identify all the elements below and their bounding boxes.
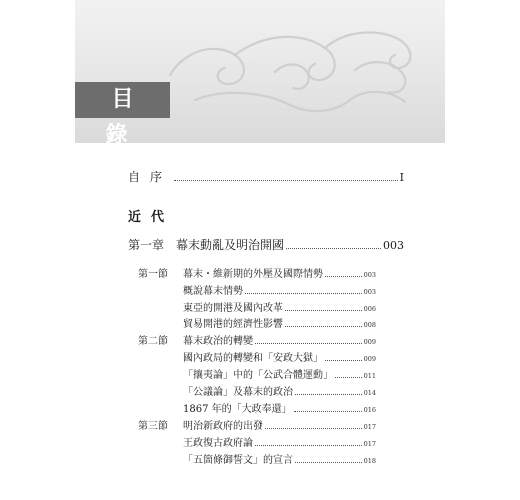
preface-label: 自序 (128, 170, 173, 184)
toc-entry-item[interactable] (183, 434, 376, 449)
era-heading: 近代 (128, 210, 175, 225)
toc-entry-item[interactable] (183, 282, 376, 297)
item-title: 1867 年的「大政奉還」 (183, 404, 292, 415)
toc-entry-item[interactable] (183, 417, 376, 432)
dot-leader (265, 428, 362, 429)
toc-entry-item[interactable] (183, 265, 376, 280)
section-label: 第二節 (138, 336, 168, 347)
page-number: 009 (363, 338, 376, 346)
toc-entry-item[interactable] (183, 400, 376, 415)
dot-leader (255, 445, 362, 446)
page-number: 003 (363, 288, 376, 296)
item-title: 「五箇條御誓文」的宣言 (183, 455, 293, 466)
page-number: 003 (363, 271, 376, 279)
page-number: I (399, 171, 404, 184)
dot-leader (295, 394, 362, 395)
toc-entry-item[interactable] (183, 383, 376, 398)
toc-entry-item[interactable] (183, 366, 376, 381)
page-number: 017 (363, 423, 376, 431)
dot-leader (285, 326, 362, 327)
toc-entry-item[interactable] (183, 349, 376, 364)
page-number: 011 (363, 372, 376, 380)
page-title: 目 錄 (105, 87, 146, 148)
item-title: 幕末・維新期的外壓及國際情勢 (183, 269, 323, 280)
page-number: 008 (363, 321, 376, 329)
dot-leader (286, 248, 381, 249)
page-number: 006 (363, 305, 376, 313)
chapter-number: 第一章 (128, 238, 165, 252)
item-title: 貿易開港的經濟性影響 (183, 319, 283, 330)
page-number: 014 (363, 389, 376, 397)
item-title: 明治新政府的出發 (183, 421, 263, 432)
item-title: 幕末政治的轉變 (183, 336, 253, 347)
page-number: 009 (363, 355, 376, 363)
page-number: 016 (363, 406, 376, 414)
item-title: 國內政局的轉變和「安政大獄」 (183, 353, 323, 364)
dot-leader (285, 310, 362, 311)
dot-leader (255, 343, 362, 344)
toc-entry-item[interactable] (183, 451, 376, 466)
item-title: 「公議論」及幕末的政治 (183, 387, 293, 398)
item-title: 概說幕末情勢 (183, 286, 243, 297)
dot-leader (245, 293, 362, 294)
dot-leader (325, 276, 362, 277)
toc-entry-item[interactable] (183, 315, 376, 330)
page-number: 003 (383, 239, 404, 252)
section-label: 第三節 (138, 421, 168, 432)
page-number: 018 (363, 457, 376, 465)
item-title: 王政復古政府論 (183, 438, 253, 449)
item-title: 「攘夷論」中的「公武合體運動」 (183, 370, 333, 381)
item-title: 東亞的開港及國內改革 (183, 303, 283, 314)
dot-leader (295, 462, 362, 463)
dot-leader (294, 411, 362, 412)
toc-entry-item[interactable] (183, 332, 376, 347)
dot-leader (325, 360, 362, 361)
dot-leader (174, 180, 398, 181)
section-label: 第一節 (138, 269, 168, 280)
page-number: 017 (363, 440, 376, 448)
chapter-title: 幕末動亂及明治開國 (176, 238, 285, 252)
dot-leader (335, 377, 362, 378)
toc-entry-chapter[interactable] (128, 236, 404, 253)
toc-entry-preface[interactable] (128, 168, 404, 185)
toc-entry-item[interactable] (183, 299, 376, 314)
